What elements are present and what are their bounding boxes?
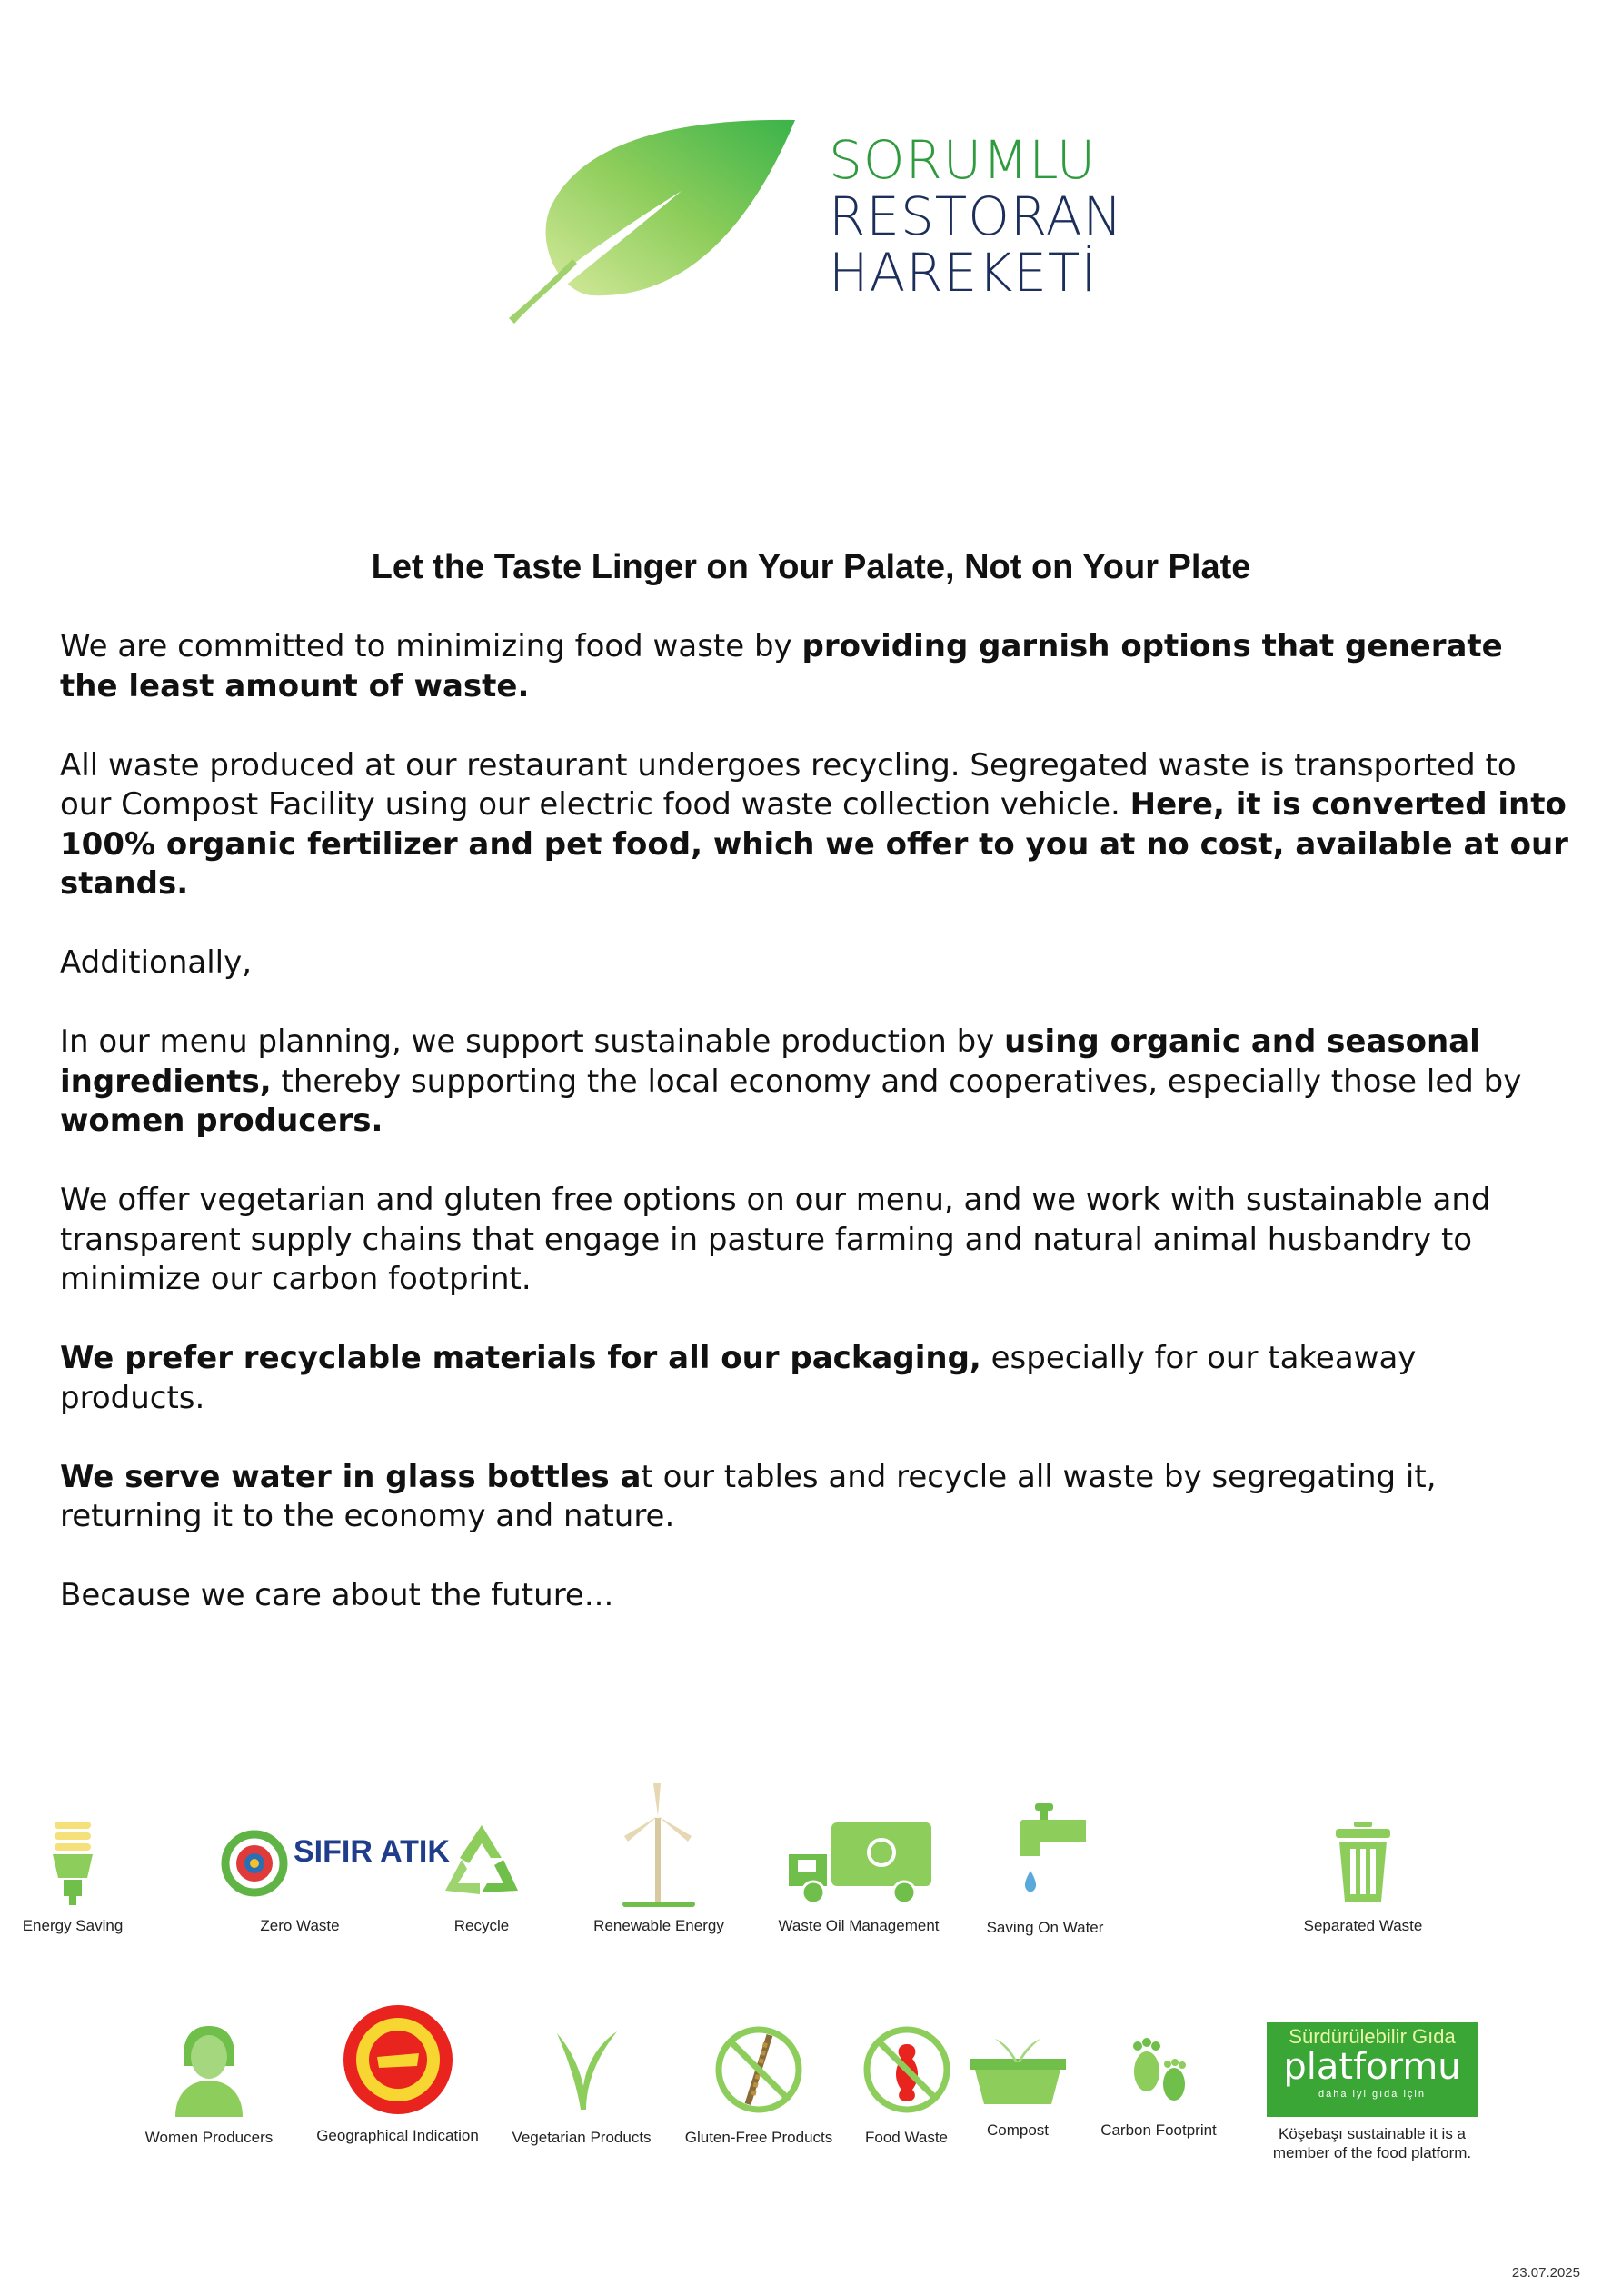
zero-waste-badge bbox=[204, 1818, 450, 1935]
paragraph-4-bold: using organic and seasonal ingredients, bbox=[60, 1023, 1480, 1100]
paragraph-4-text: In our menu planning, we support sustainable production by bbox=[60, 1023, 1005, 1060]
truck-icon bbox=[781, 1818, 936, 1909]
geographical-indication-badge bbox=[300, 2022, 495, 2145]
waste-oil-label: Waste Oil Management bbox=[778, 1917, 940, 1934]
bulb-icon bbox=[36, 1818, 109, 1909]
renewable-energy-label: Renewable Energy bbox=[593, 1917, 724, 1934]
geographical-indication-label: Geographical Indication bbox=[316, 2127, 479, 2144]
sprout-icon bbox=[541, 2022, 622, 2121]
platform-logo bbox=[1267, 2022, 1478, 2117]
carbon-footprint-label: Carbon Footprint bbox=[1100, 2121, 1217, 2139]
recycle-icon bbox=[427, 1818, 536, 1909]
paragraph-1-bold: providing garnish options that generate the least amount of waste. bbox=[60, 628, 1503, 704]
footprint-icon bbox=[1118, 2022, 1199, 2113]
paragraph-5 bbox=[60, 1181, 1568, 1300]
brand-logo bbox=[509, 109, 1145, 345]
leaf-icon bbox=[509, 109, 809, 327]
waste-oil-badge bbox=[763, 1818, 954, 1935]
paragraph-1-text: We are committed to minimizing food waste by bbox=[60, 628, 802, 664]
paragraph-7-text: t our tables and recycle all waste by segregating it, returning it to the economy and nature. bbox=[60, 1458, 1437, 1534]
energy-saving-label: Energy Saving bbox=[22, 1917, 124, 1934]
paragraph-4-text-2: thereby supporting the local economy and cooperatives, especially those led by bbox=[271, 1063, 1522, 1100]
paragraph-5-text: We offer vegetarian and gluten free options on our menu, and we work with sustainable and transparent supply chains that engage in pasture farming and natural animal husbandry to minimize our carbon footprint. bbox=[60, 1182, 1491, 1297]
food-platform-badge bbox=[1245, 2022, 1499, 2162]
svg-text:SIFIR ATIK: SIFIR ATIK bbox=[294, 1834, 450, 1869]
date-stamp: 23.07.2025 bbox=[1511, 2265, 1580, 2281]
paragraph-8 bbox=[60, 1576, 1568, 1616]
carbon-footprint-badge bbox=[1077, 2022, 1240, 2140]
zero-waste-icon bbox=[214, 1818, 450, 1909]
compost-icon bbox=[968, 2022, 1068, 2113]
paragraph-4-bold-2: women producers. bbox=[60, 1103, 383, 1139]
saving-water-badge bbox=[972, 1818, 1118, 1937]
body-text bbox=[60, 627, 1568, 1655]
platform-logo-tag: daha iyi gıda için bbox=[1318, 2089, 1426, 2100]
recycle-label: Recycle bbox=[453, 1917, 510, 1934]
separated-waste-label: Separated Waste bbox=[1303, 1917, 1423, 1934]
paragraph-3-text: Additionally, bbox=[60, 944, 253, 981]
brand-line-3: HAREKETİ bbox=[829, 242, 1098, 304]
page-title: Let the Taste Linger on Your Palate, Not on Your Plate bbox=[371, 548, 1251, 586]
compost-label: Compost bbox=[986, 2121, 1050, 2139]
saving-water-label: Saving On Water bbox=[986, 1919, 1104, 1936]
women-producers-badge bbox=[127, 2022, 291, 2147]
food-waste-badge bbox=[850, 2022, 963, 2147]
paragraph-6-bold: We prefer recyclable materials for all our packaging, bbox=[60, 1340, 981, 1376]
paragraph-2-text: All waste produced at our restaurant undergoes recycling. Segregated waste is transported to our Compost Facility using our electric food waste collection vehicle. bbox=[60, 746, 1517, 823]
paragraph-2 bbox=[60, 746, 1568, 904]
platform-logo-line-2: platformu bbox=[1283, 2046, 1461, 2088]
paragraph-1 bbox=[60, 627, 1568, 706]
renewable-energy-badge bbox=[582, 1818, 736, 1935]
compost-badge bbox=[963, 2022, 1072, 2140]
platform-logo-line-1: Sürdürülebilir Gıda bbox=[1289, 2025, 1456, 2048]
paragraph-7 bbox=[60, 1458, 1568, 1537]
women-producers-label: Women Producers bbox=[144, 2129, 274, 2146]
faucet-icon bbox=[995, 1802, 1095, 1911]
paragraph-2-bold: Here, it is converted into 100% organic fertilizer and pet food, which we offer to you at no cost, available at our stands. bbox=[60, 786, 1568, 902]
wind-turbine-icon bbox=[604, 1782, 713, 1909]
paragraph-6-text: especially for our takeaway products. bbox=[60, 1340, 1417, 1416]
gluten-free-badge bbox=[668, 2022, 850, 2147]
paragraph-6 bbox=[60, 1339, 1568, 1418]
paragraph-3 bbox=[60, 943, 1568, 983]
paragraph-7-bold: We serve water in glass bottles a bbox=[60, 1458, 642, 1495]
paragraph-4 bbox=[60, 1023, 1568, 1142]
energy-saving-badge bbox=[0, 1818, 145, 1935]
no-apple-icon bbox=[861, 2022, 952, 2121]
separated-waste-badge bbox=[1286, 1818, 1440, 1935]
no-wheat-icon bbox=[713, 2022, 804, 2121]
woman-icon bbox=[168, 2022, 250, 2121]
seal-icon bbox=[339, 2001, 457, 2119]
gluten-free-label: Gluten-Free Products bbox=[684, 2129, 833, 2146]
brand-line-2: RESTORAN bbox=[829, 185, 1123, 247]
recycle-badge bbox=[418, 1818, 545, 1935]
paragraph-8-text: Because we care about the future... bbox=[60, 1577, 614, 1613]
brand-line-1: SORUMLU bbox=[829, 129, 1097, 191]
food-waste-label: Food Waste bbox=[864, 2129, 949, 2146]
vegetarian-products-label: Vegetarian Products bbox=[512, 2129, 652, 2146]
vegetarian-products-badge bbox=[495, 2022, 668, 2147]
zero-waste-label: Zero Waste bbox=[260, 1917, 340, 1934]
bin-icon bbox=[1327, 1818, 1399, 1909]
food-platform-label: Köşebaşı sustainable it is a member of the food platform. bbox=[1272, 2125, 1472, 2161]
